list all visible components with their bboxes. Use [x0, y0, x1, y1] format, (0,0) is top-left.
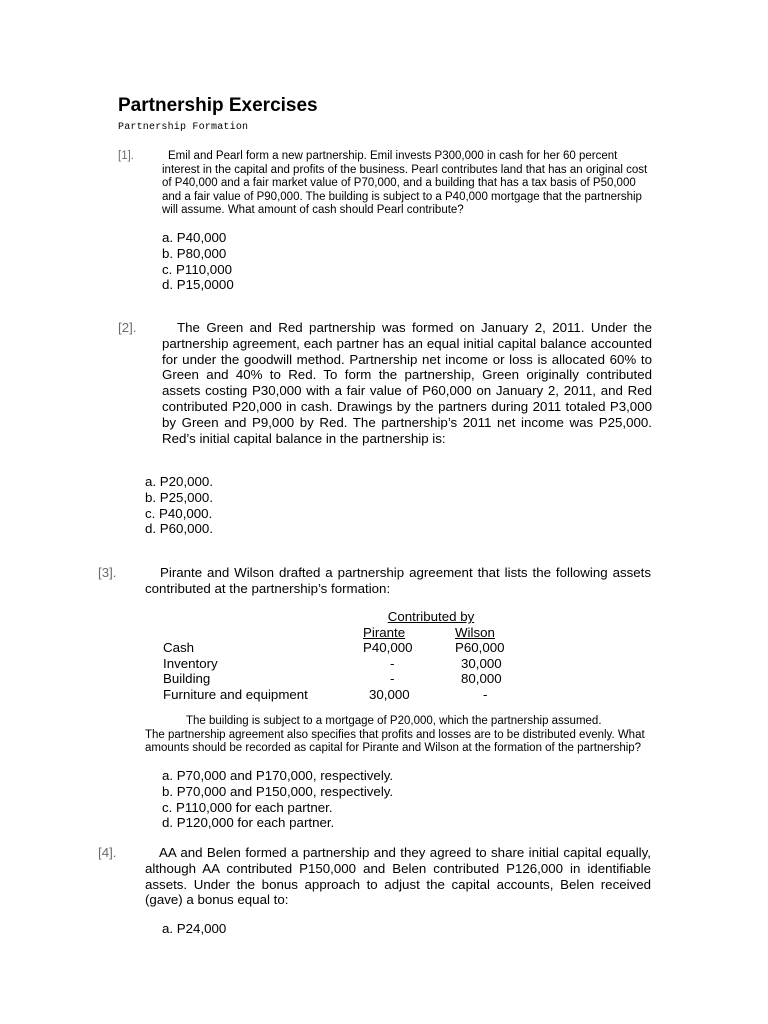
- option[interactable]: a. P70,000 and P170,000, respectively.: [162, 768, 394, 783]
- question-4-number: [4].: [98, 845, 117, 860]
- cell-wilson: -: [483, 686, 488, 702]
- question-2-text: The Green and Red partnership was formed on January 2, 2011. Under the partnership agreement, each partner has an equal initial capital balance accounted for under the goodwill method. Partnership net income or loss is allocated 60% to Green and 40% to Red. To form the partnership, Green originally contributed assets costing P30,000 with a fair value of P60,000 on January 2, 2011, and Red contributed P20,000 in cash. Drawings by the partners during 2011 totaled P3,000 by Green and P9,000 by Red. The partnership’s 2011 net income was P25,000. Red’s initial capital balance in the partnership is:: [162, 320, 652, 446]
- cell-wilson: 30,000: [461, 655, 502, 671]
- question-3-number: [3].: [98, 565, 117, 580]
- option[interactable]: c. P40,000.: [145, 505, 213, 521]
- column-header-wilson: Wilson: [455, 624, 495, 640]
- row-label: Building: [163, 671, 211, 687]
- question-2-options: [145, 474, 213, 537]
- column-header-pirante: Pirante: [363, 624, 406, 640]
- option[interactable]: b. P25,000.: [145, 489, 214, 505]
- page-subtitle: Partnership Formation: [118, 122, 249, 133]
- question-1-text: interest in the capital and profits of the business. Pearl contributes land that has an original cost of P40,000 and a fair market value of P70,000, and a building that has a tax basis of P50,000 and a fair value of P90,000. The building is subject to a P40,000 mortgage that the partnership will assume. What amount of cash should Pearl contribute?: [162, 163, 648, 217]
- table-row: [163, 656, 535, 672]
- option[interactable]: a. P40,000: [162, 230, 227, 245]
- table-group-header: Contributed by: [387, 609, 475, 624]
- question-3-note: The partnership agreement also specifies that profits and losses are to be distributed evenly. What amounts should be recorded as capital for Pirante and Wilson at the formation of the partnership?: [145, 728, 645, 755]
- option[interactable]: c. P110,000: [162, 261, 232, 277]
- cell-pirante: -: [390, 655, 395, 671]
- table-column-header-row: [163, 625, 535, 641]
- option[interactable]: d. P15,0000: [162, 277, 234, 293]
- table-row: [163, 687, 535, 703]
- row-label: Inventory: [163, 655, 218, 671]
- cell-pirante: 30,000: [369, 686, 410, 702]
- option[interactable]: d. P60,000.: [145, 521, 214, 537]
- option[interactable]: c. P110,000 for each partner.: [162, 799, 333, 815]
- row-label: Furniture and equipment: [163, 686, 308, 702]
- cell-pirante: -: [390, 671, 395, 687]
- option[interactable]: b. P70,000 and P150,000, respectively.: [162, 783, 394, 799]
- cell-wilson: P60,000: [455, 640, 505, 656]
- question-3-options: [162, 768, 393, 831]
- cell-wilson: 80,000: [461, 671, 502, 687]
- row-label: Cash: [163, 640, 195, 656]
- cell-pirante: P40,000: [363, 640, 413, 656]
- option[interactable]: d. P120,000 for each partner.: [162, 815, 335, 831]
- table-row: [163, 671, 535, 687]
- option[interactable]: a. P20,000.: [145, 474, 214, 489]
- question-3-note-first-line: The building is subject to a mortgage of P20,000, which the partnership assumed.: [186, 715, 602, 727]
- question-1-first-line: Emil and Pearl form a new partnership. Emil invests P300,000 in cash for her 60 percent: [168, 150, 618, 162]
- contribution-table: [163, 609, 535, 703]
- question-4-text: AA and Belen formed a partnership and they agreed to share initial capital equally, although AA contributed P150,000 and Belen contributed P126,000 in identifiable assets. Under the bonus approach to adjust the capital accounts, Belen received (gave) a bonus equal to:: [145, 845, 651, 908]
- question-1-number: [1].: [118, 150, 134, 162]
- table-row: [163, 640, 535, 656]
- table-group-header-row: [163, 609, 535, 625]
- page-title: Partnership Exercises: [118, 95, 318, 116]
- option[interactable]: a. P24,000: [162, 921, 227, 936]
- question-1-options: [162, 230, 234, 293]
- question-3-text: Pirante and Wilson drafted a partnership agreement that lists the following assets contributed at the partnership’s formation:: [145, 565, 651, 596]
- question-4-options: [162, 921, 226, 937]
- question-2-number: [2].: [118, 320, 137, 335]
- option[interactable]: b. P80,000: [162, 245, 227, 261]
